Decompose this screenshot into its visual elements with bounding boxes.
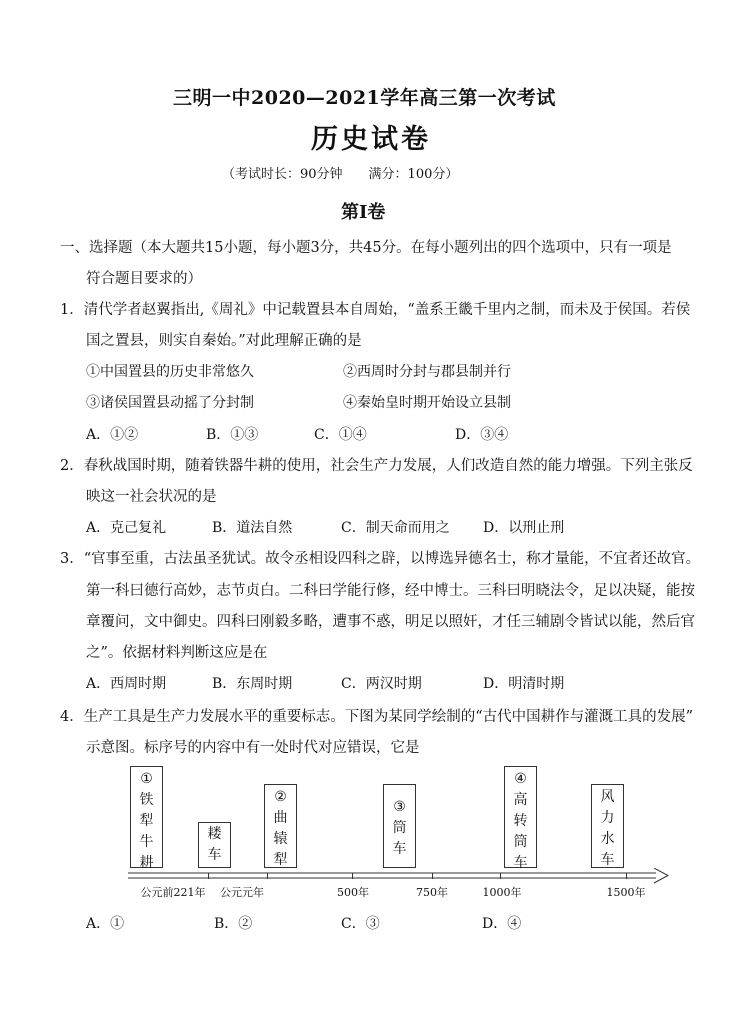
q1-statement-3: ③诸侯国置县动摇了分封制 [86, 395, 254, 411]
q4-stem-line1: 4．生产工具是生产力发展水平的重要标志。下图为某同学绘制的“古代中国耕作与灌溉工具的发展” [60, 709, 694, 725]
q1-stem-line1: 1．清代学者赵翼指出,《周礼》中记载置县本自周始，“盖系王畿千里内之制，而未及于侯国。若侯 [60, 302, 691, 318]
q4-option-c: C．③ [341, 916, 380, 932]
q4-option-a: A．① [86, 916, 125, 932]
tool-5-char: 高 [513, 792, 528, 808]
tool-1-char: 铁 [139, 792, 154, 808]
tool-1-char: 耕 [139, 855, 154, 871]
q1-option-c: C．①④ [314, 427, 367, 443]
subject-title: 历史试卷 [311, 124, 431, 155]
q1-stem-line2: 国之置县，则实自秦始。”对此理解正确的是 [86, 333, 362, 349]
tool-box-2 [198, 822, 231, 868]
q1-option-d: D．③④ [455, 427, 509, 443]
timeline-label: 500年 [337, 886, 369, 899]
timeline-label: 1000年 [482, 886, 522, 899]
q2-stem-line1: 2．春秋战国时期，随着铁器牛耕的使用，社会生产力发展，人们改造自然的能力增强。下列主张反 [60, 458, 693, 474]
q2-stem-line2: 映这一社会状况的是 [86, 489, 217, 505]
tool-2-char: 耧 [207, 826, 222, 842]
tool-3-char: 犁 [273, 852, 288, 868]
q4-option-d: D．④ [482, 916, 522, 932]
q3-stem-line4: 之”。依据材料判断这应是在 [86, 645, 268, 661]
q3-option-d: D．明清时期 [483, 676, 565, 692]
q1-option-a: A．①② [86, 427, 139, 443]
tool-1-char: 牛 [139, 834, 154, 850]
timeline-tick [208, 873, 209, 879]
tool-box-6 [591, 784, 624, 868]
q1-option-b: B．①③ [206, 427, 259, 443]
timeline-label: 750年 [416, 886, 448, 899]
tool-1-char: ① [140, 771, 153, 787]
timeline-label: 公元前221年 [140, 886, 206, 899]
tool-5-char: ④ [514, 771, 527, 787]
tool-6-char: 水 [600, 831, 615, 847]
timeline-tick [352, 873, 353, 879]
q2-option-c: C．制天命而用之 [341, 520, 450, 536]
timeline-label: 1500年 [606, 886, 646, 899]
timeline-tick [500, 873, 501, 879]
tool-box-5 [504, 766, 537, 871]
q3-option-b: B．东周时期 [212, 676, 293, 692]
tool-5-char: 筒 [513, 834, 528, 850]
timeline-tick [432, 873, 433, 879]
q1-statement-4: ④秦始皇时期开始设立县制 [343, 395, 511, 411]
tool-box-3 [264, 784, 297, 868]
tool-4-char: 车 [392, 841, 407, 857]
tool-3-char: 辕 [273, 831, 288, 847]
section-instructions-line1: 一、选择题（本大题共15小题，每小题3分，共45分。在每小题列出的四个选项中，只有一项是 [60, 240, 672, 256]
q4-stem-line2: 示意图。标序号的内容中有一处时代对应错误，它是 [86, 740, 420, 756]
volume-label: 第Ⅰ卷 [341, 202, 386, 223]
q1-statement-1: ①中国置县的历史非常悠久 [86, 364, 254, 380]
tool-2-char: 车 [207, 847, 222, 863]
tool-1-char: 犁 [139, 813, 154, 829]
exam-info: （考试时长：90分钟 满分：100分） [222, 167, 459, 182]
timeline-tick [626, 873, 627, 879]
tool-6-char: 车 [600, 852, 615, 868]
tool-3-char: 曲 [273, 810, 288, 826]
q3-option-c: C．两汉时期 [341, 676, 422, 692]
section-instructions-line2: 符合题目要求的） [86, 271, 202, 287]
tool-box-4 [383, 784, 416, 868]
q2-option-d: D．以刑止刑 [483, 520, 565, 536]
timeline-tick [267, 873, 268, 879]
tool-box-1 [130, 766, 163, 871]
q3-stem-line2: 第一科曰德行高妙，志节贞白。二科曰学能行修，经中博士。三科曰明晓法令，足以决疑，能按 [86, 583, 695, 599]
q2-option-a: A．克己复礼 [86, 520, 167, 536]
q3-stem-line1: 3．“官事至重，古法虽圣犹试。故令丞相设四科之辟，以博选异德名士，称才量能，不宜者还故官。 [60, 551, 701, 567]
exam-title: 三明一中2020—2021学年高三第一次考试 [173, 87, 556, 109]
q3-option-a: A．西周时期 [86, 676, 167, 692]
q3-stem-line3: 章覆问，文中御史。四科曰刚毅多略，遭事不惑，明足以照奸，才任三辅剧令皆试以能，然后官 [86, 614, 695, 630]
tool-4-char: ③ [393, 799, 406, 815]
q1-statement-2: ②西周时分封与郡县制并行 [343, 364, 511, 380]
tool-6-char: 力 [600, 810, 615, 826]
q4-option-b: B．② [214, 916, 253, 932]
tool-3-char: ② [274, 789, 287, 805]
tool-6-char: 风 [600, 789, 615, 805]
tool-5-char: 车 [513, 855, 528, 871]
q2-option-b: B．道法自然 [212, 520, 293, 536]
timeline-label: 公元元年 [220, 886, 264, 899]
tool-5-char: 转 [513, 813, 528, 829]
tool-4-char: 筒 [392, 820, 407, 836]
